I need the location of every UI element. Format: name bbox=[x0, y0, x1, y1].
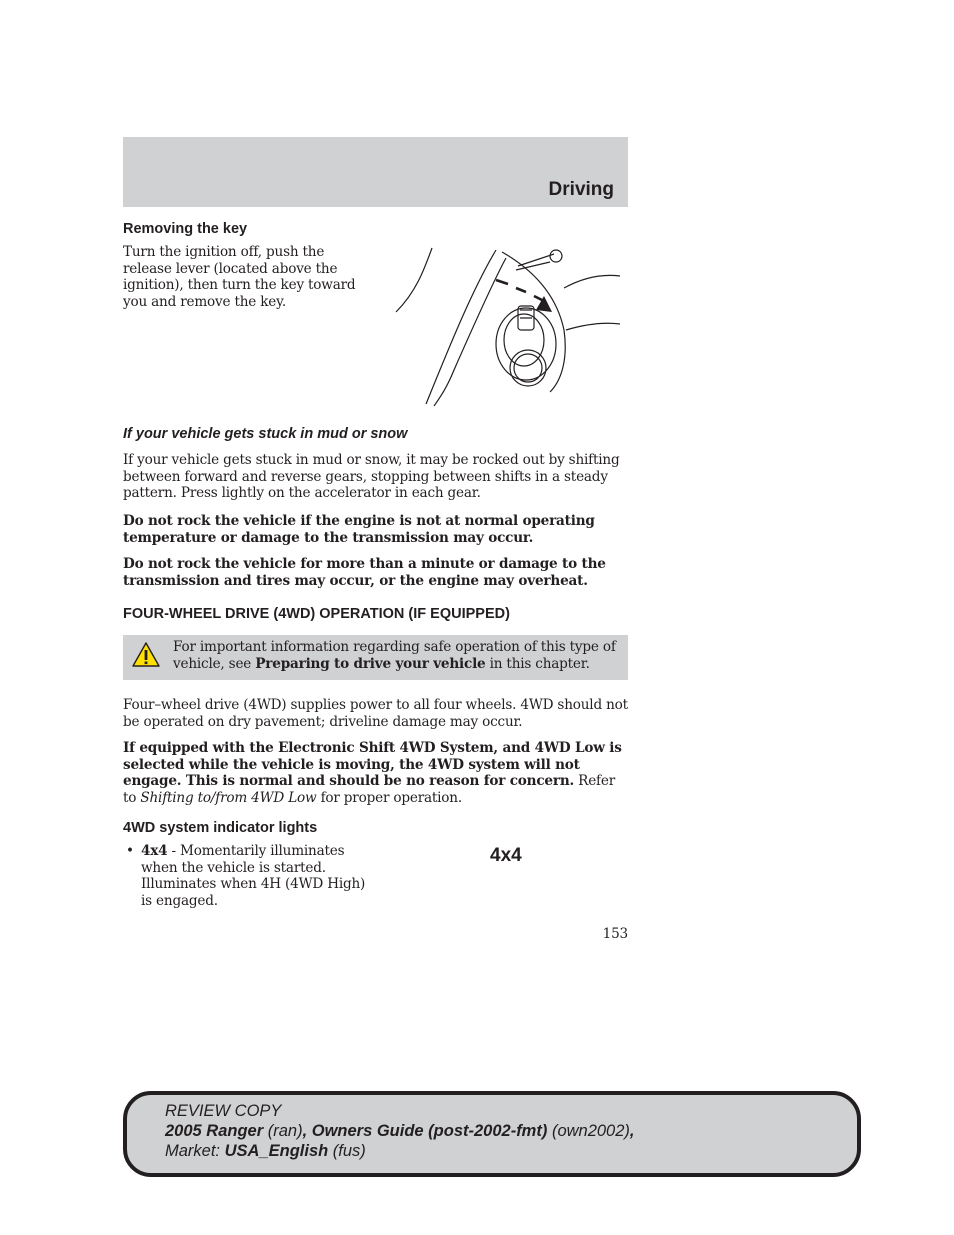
footer-model-line bbox=[165, 1121, 635, 1141]
removing-key-heading: Removing the key bbox=[123, 221, 248, 237]
bullet-marker: • bbox=[126, 843, 134, 859]
preparing-to-drive-reference: Preparing to drive your vehicle bbox=[255, 655, 486, 672]
review-copy-footer bbox=[123, 1091, 861, 1177]
indicator-lights-heading: 4WD system indicator lights bbox=[123, 820, 318, 836]
rock-warning-engine: Do not rock the vehicle if the engine is not at normal operating temperature or damage to the transmission may occur. bbox=[123, 513, 595, 546]
rock-warning-minute: Do not rock the vehicle for more than a minute or damage to the transmission and tires may occur, or the engine may overheat. bbox=[123, 556, 606, 589]
fourwd-heading: FOUR-WHEEL DRIVE (4WD) OPERATION (IF EQUIPPED) bbox=[123, 606, 510, 622]
review-copy-label: REVIEW COPY bbox=[165, 1102, 282, 1120]
ignition-key-illustration bbox=[390, 240, 625, 410]
safety-warning-pre: For important information regarding safe operation of this type of vehicle, see bbox=[173, 639, 616, 672]
footer-model: 2005 Ranger bbox=[165, 1122, 264, 1140]
removing-key-text: Turn the ignition off, push the release lever (located above the ignition), then turn the key toward you and remove the key. bbox=[123, 244, 356, 310]
warning-triangle-icon bbox=[132, 641, 160, 669]
electronic-shift-warning: If equipped with the Electronic Shift 4WD System, and 4WD Low is selected while the vehicle is moving, the 4WD system will not engage. This is normal and should be no reason for concern. bbox=[123, 740, 622, 790]
safety-warning-text bbox=[173, 639, 628, 672]
footer-market: USA_English bbox=[224, 1142, 329, 1160]
stuck-text: If your vehicle gets stuck in mud or snow, it may be rocked out by shifting between forward and reverse gears, stopping between shifts in a steady pattern. Press lightly on the accelerator in each gear. bbox=[123, 452, 620, 502]
footer-guide: , Owners Guide (post-2002-fmt) bbox=[302, 1122, 548, 1140]
footer-market-line bbox=[165, 1141, 635, 1161]
footer-market-label: Market: bbox=[165, 1142, 225, 1160]
footer-guide-code: (own2002) bbox=[547, 1122, 630, 1140]
page-number: 153 bbox=[602, 926, 628, 942]
footer-market-code: (fus) bbox=[328, 1142, 366, 1160]
indicator-4x4-item bbox=[141, 843, 377, 909]
fourwd-description: Four–wheel drive (4WD) supplies power to all four wheels. 4WD should not be operated on dry pavement; driveline damage may occur. bbox=[123, 697, 628, 730]
section-title: Driving bbox=[548, 179, 614, 200]
4x4-indicator-symbol: 4x4 bbox=[490, 845, 522, 866]
stuck-heading: If your vehicle gets stuck in mud or snow bbox=[123, 426, 408, 442]
footer-model-code: (ran) bbox=[263, 1122, 303, 1140]
electronic-shift-refer: Refer to bbox=[123, 773, 616, 806]
footer-comma: , bbox=[629, 1122, 635, 1140]
footer-text bbox=[165, 1101, 635, 1161]
indicator-4x4-description: - Momentarily illuminates when the vehicle is started. Illuminates when 4H (4WD High) is engaged. bbox=[141, 843, 366, 909]
safety-warning-box bbox=[123, 635, 628, 680]
section-header-band bbox=[123, 137, 628, 207]
safety-warning-post: in this chapter. bbox=[485, 655, 590, 672]
electronic-shift-note bbox=[123, 740, 628, 806]
indicator-4x4-label: 4x4 bbox=[141, 843, 168, 859]
electronic-shift-post: for proper operation. bbox=[316, 789, 462, 806]
shifting-4wd-low-reference: Shifting to/from 4WD Low bbox=[140, 789, 317, 806]
